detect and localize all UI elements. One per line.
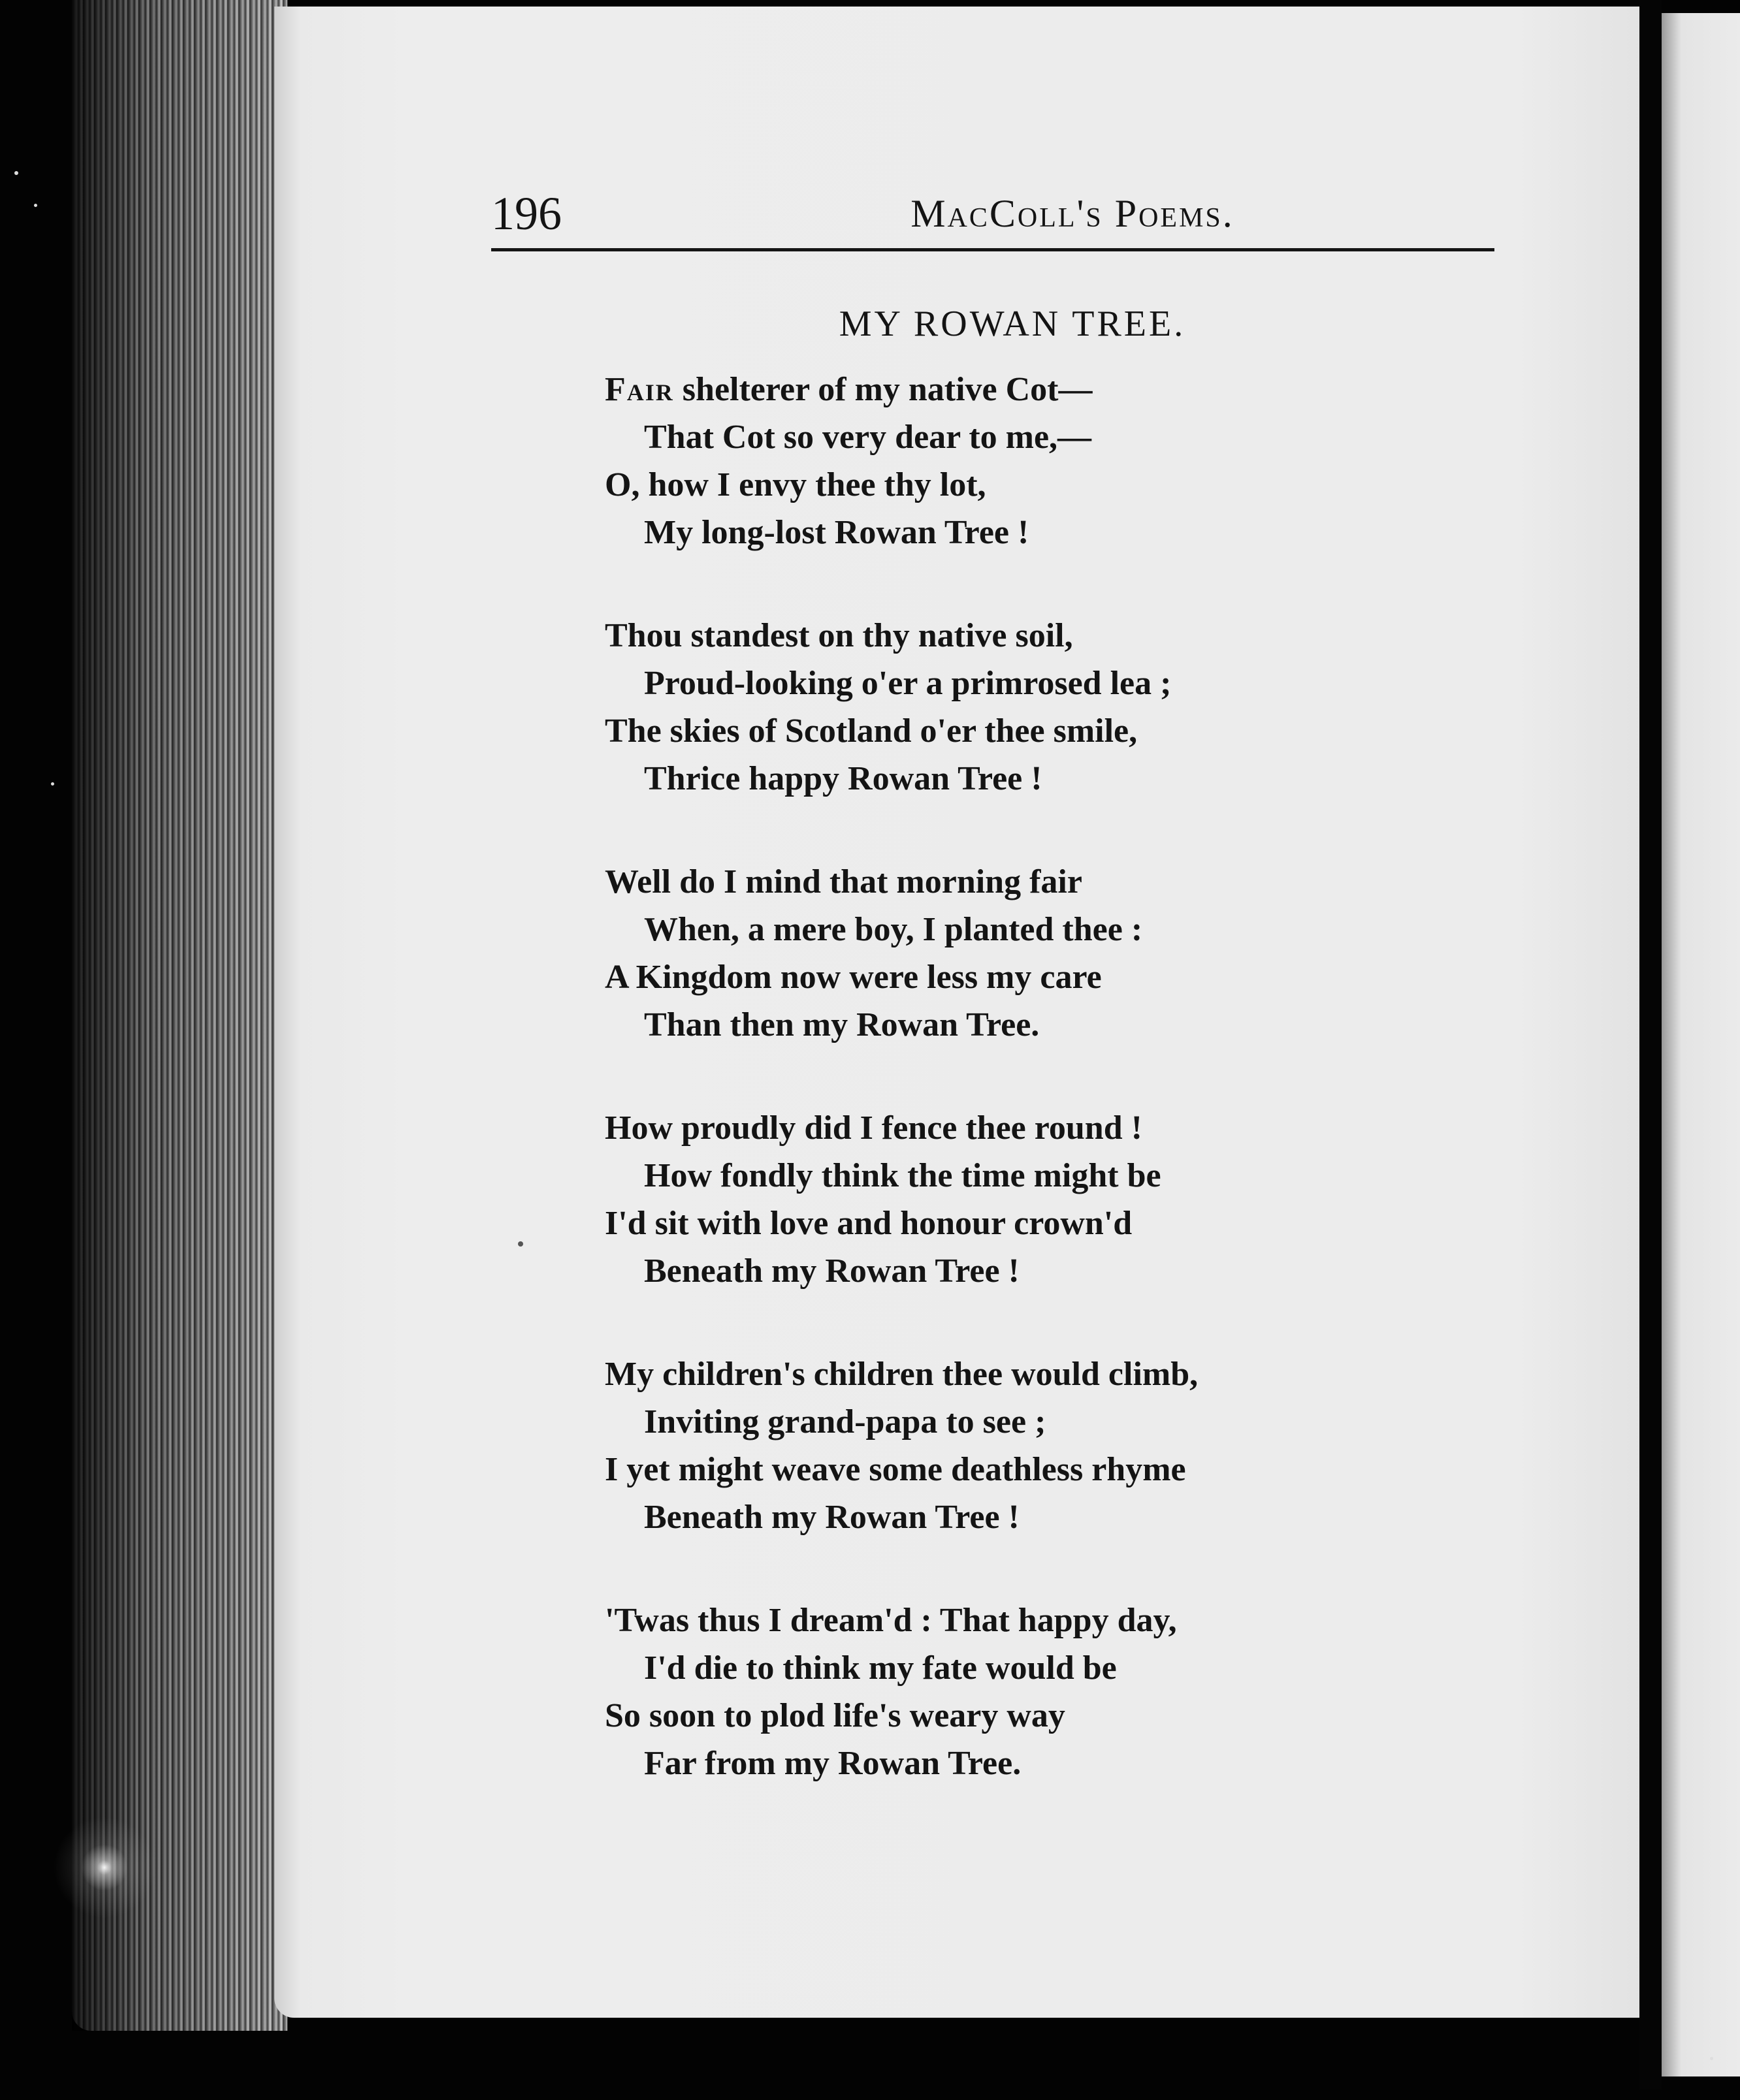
stanza — [605, 366, 1402, 556]
stanza — [605, 1350, 1402, 1541]
poem-line: I'd sit with love and honour crown'd — [605, 1205, 1133, 1242]
poem-line: Far from my Rowan Tree. — [644, 1745, 1022, 1782]
poem-line: How fondly think the time might be — [644, 1157, 1161, 1194]
ink-speck — [518, 1241, 523, 1247]
poem-line: Than then my Rowan Tree. — [644, 1006, 1040, 1043]
poem-line: Proud-looking o'er a primrosed lea ; — [644, 665, 1172, 702]
poem-line: Well do I mind that morning fair — [605, 863, 1082, 900]
poem-line: I'd die to think my fate would be — [644, 1649, 1117, 1687]
poem-line: O, how I envy thee thy lot, — [605, 466, 986, 503]
poem-line-text: shelterer of my native Cot— — [673, 371, 1093, 408]
poem-line: Thou standest on thy native soil, — [605, 617, 1073, 654]
poem-line: My long-lost Rowan Tree ! — [644, 514, 1029, 551]
header-rule — [491, 248, 1494, 251]
page-number: 196 — [491, 187, 562, 240]
page-gutter-shadow — [1639, 0, 1662, 2090]
poem-line: When, a mere boy, I planted thee : — [644, 911, 1143, 948]
adjacent-page-edge — [1662, 13, 1740, 2076]
poem-line: How proudly did I fence thee round ! — [605, 1109, 1142, 1147]
dust-speck — [14, 171, 18, 175]
poem-line: So soon to plod life's weary way — [605, 1697, 1065, 1734]
poem-line: The skies of Scotland o'er thee smile, — [605, 712, 1138, 750]
light-glare — [39, 1802, 170, 1933]
poem-line: Beneath my Rowan Tree ! — [644, 1252, 1020, 1290]
poem-body — [605, 366, 1402, 1843]
dust-speck — [1710, 2057, 1713, 2060]
poem-line: 'Twas thus I dream'd : That happy day, — [605, 1602, 1177, 1639]
poem-line: I yet might weave some deathless rhyme — [605, 1451, 1186, 1488]
poem-line: That Cot so very dear to me,— — [644, 419, 1092, 456]
stanza — [605, 858, 1402, 1049]
dust-speck — [51, 782, 54, 786]
poem-title: MY ROWAN TREE. — [839, 304, 1186, 344]
poem-line: Beneath my Rowan Tree ! — [644, 1499, 1020, 1536]
dust-speck — [34, 204, 37, 207]
stacked-page-edges — [72, 0, 287, 2031]
poem-line: My children's children thee would climb, — [605, 1356, 1199, 1393]
stanza — [605, 1104, 1402, 1295]
stanza — [605, 612, 1402, 803]
running-head — [491, 184, 1494, 243]
stanza — [605, 1597, 1402, 1787]
small-caps-lead-word: Fair — [605, 371, 674, 408]
poem-line: Thrice happy Rowan Tree ! — [644, 760, 1042, 797]
poem-line: A Kingdom now were less my care — [605, 959, 1102, 996]
running-title: MacColl's Poems. — [910, 192, 1234, 235]
poem-line: Inviting grand-papa to see ; — [644, 1403, 1046, 1440]
poem-line — [605, 366, 1402, 413]
